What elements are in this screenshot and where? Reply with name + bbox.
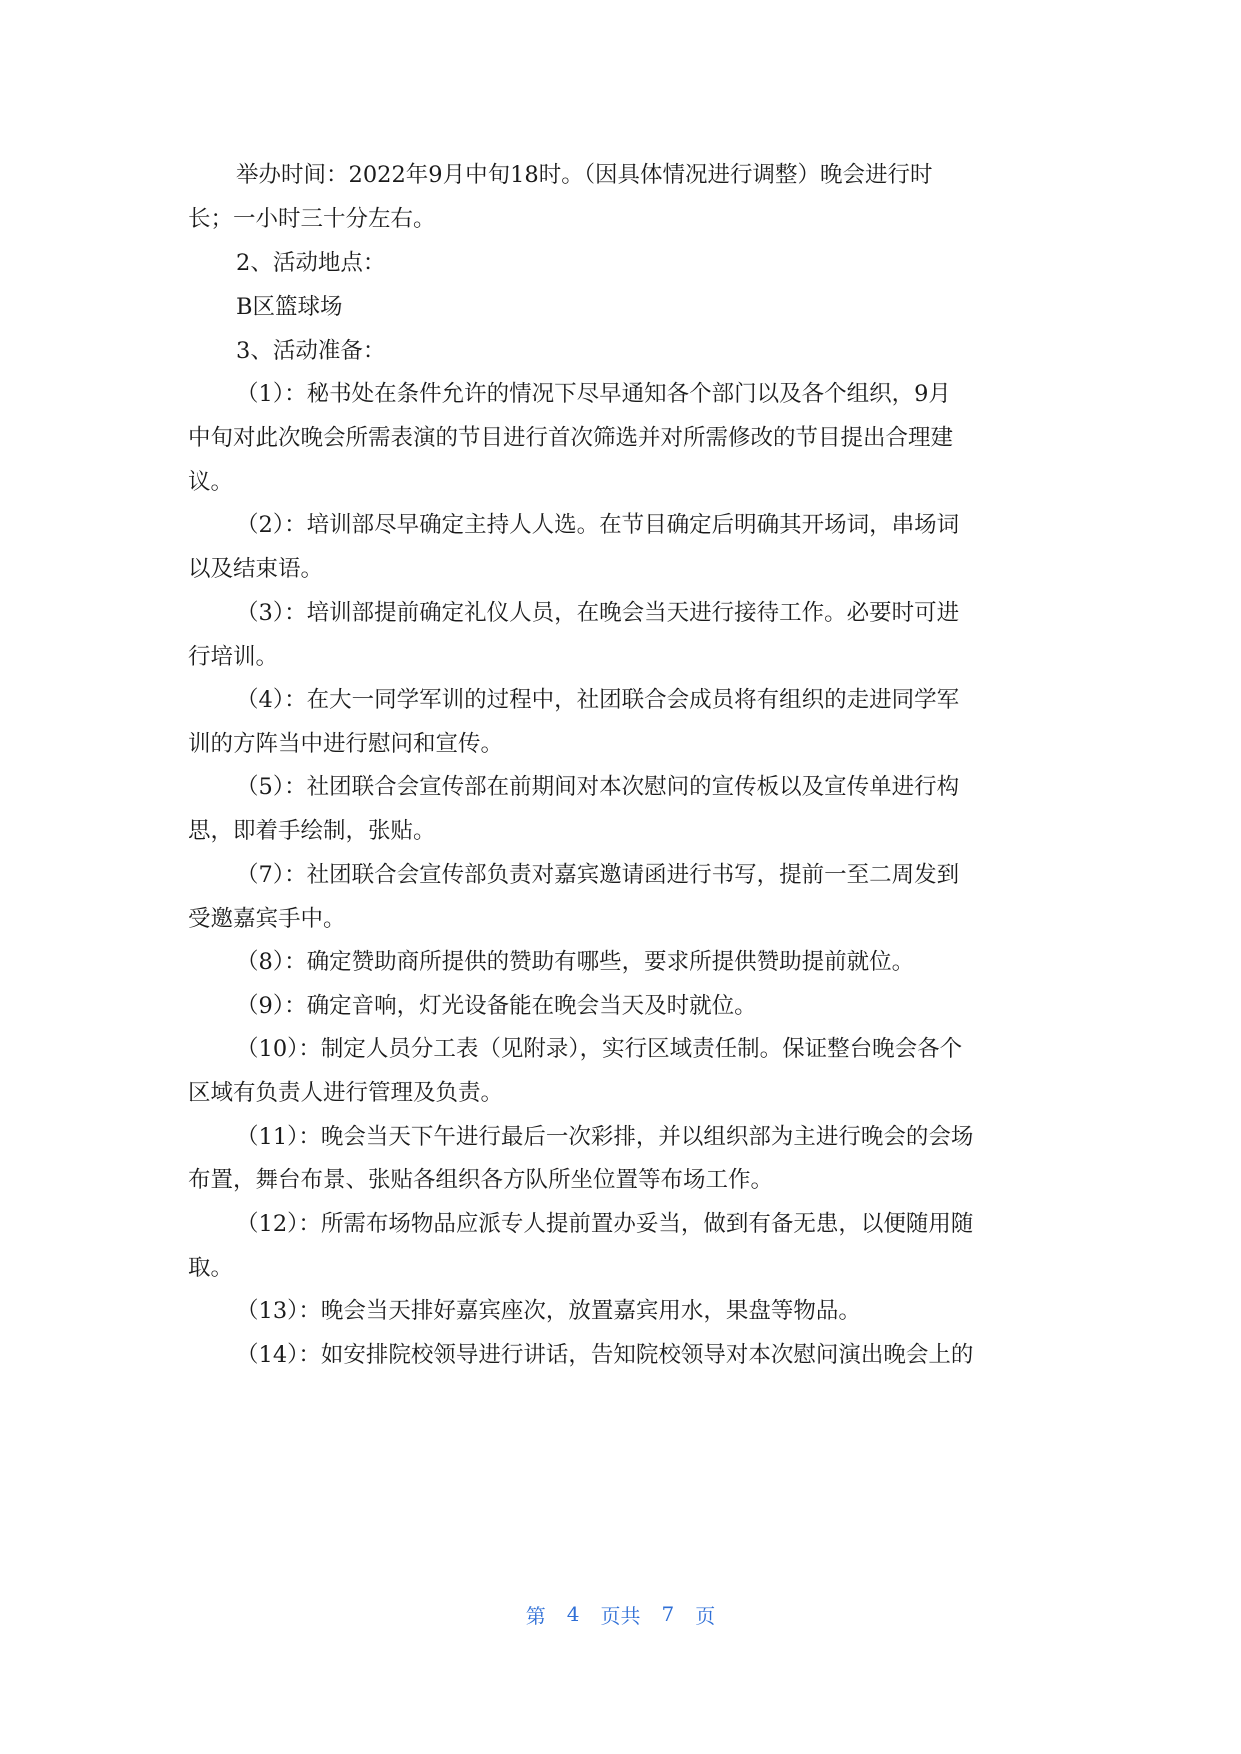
footer-middle: 页共: [600, 1603, 641, 1628]
text-line: 训的方阵当中进行慰问和宣传。: [188, 731, 504, 757]
text-line: （14）：如安排院校领导进行讲话，告知院校领导对本次慰问演出晚会上的: [236, 1342, 974, 1368]
section-heading: 3、活动准备：: [236, 338, 386, 364]
text-line: （3）：培训部提前确定礼仪人员，在晚会当天进行接待工作。必要时可进: [236, 600, 960, 626]
text-line: 举办时间：2022年9月中旬18时。（因具体情况进行调整）晚会进行时: [236, 162, 933, 188]
text-line: 以及结束语。: [188, 556, 324, 582]
footer-suffix: 页: [695, 1603, 716, 1628]
text-line: 议。: [188, 469, 234, 495]
text-line: （2）：培训部尽早确定主持人人选。在节目确定后明确其开场词，串场词: [236, 512, 960, 538]
text-line: 思，即着手绘制，张贴。: [188, 818, 436, 844]
text-line: （12）：所需布场物品应派专人提前置办妥当，做到有备无患，以便随用随: [236, 1211, 974, 1237]
section-heading: 2、活动地点：: [236, 250, 386, 276]
text-line: 行培训。: [188, 644, 279, 670]
current-page-number: 4: [566, 1602, 580, 1626]
text-line: （13）：晚会当天排好嘉宾座次，放置嘉宾用水，果盘等物品。: [236, 1298, 861, 1324]
text-line: （5）：社团联合会宣传部在前期间对本次慰问的宣传板以及宣传单进行构: [236, 774, 960, 800]
text-line: 中旬对此次晚会所需表演的节目进行首次筛选并对所需修改的节目提出合理建: [188, 425, 954, 451]
text-line: （10）：制定人员分工表（见附录），实行区域责任制。保证整台晚会各个: [236, 1036, 963, 1062]
text-line: （4）：在大一同学军训的过程中，社团联合会成员将有组织的走进同学军: [236, 687, 960, 713]
text-line: （8）：确定赞助商所提供的赞助有哪些，要求所提供赞助提前就位。: [236, 949, 915, 975]
text-line: 布置，舞台布景、张贴各组织各方队所坐位置等布场工作。: [188, 1167, 774, 1193]
total-page-number: 7: [661, 1602, 675, 1626]
text-line: （7）：社团联合会宣传部负责对嘉宾邀请函进行书写，提前一至二周发到: [236, 862, 960, 888]
text-line: （9）：确定音响，灯光设备能在晚会当天及时就位。: [236, 993, 757, 1019]
text-line: 受邀嘉宾手中。: [188, 906, 346, 932]
footer-prefix: 第: [525, 1603, 546, 1628]
text-line: 长；一小时三十分左右。: [188, 206, 436, 232]
text-line: （1）：秘书处在条件允许的情况下尽早通知各个部门以及各个组织，9月: [236, 381, 951, 407]
text-line: B区篮球场: [236, 294, 343, 320]
text-line: 区域有负责人进行管理及负责。: [188, 1080, 504, 1106]
text-line: 取。: [188, 1255, 234, 1281]
text-line: （11）：晚会当天下午进行最后一次彩排，并以组织部为主进行晚会的会场: [236, 1124, 974, 1150]
page-footer: [0, 1596, 1241, 1632]
